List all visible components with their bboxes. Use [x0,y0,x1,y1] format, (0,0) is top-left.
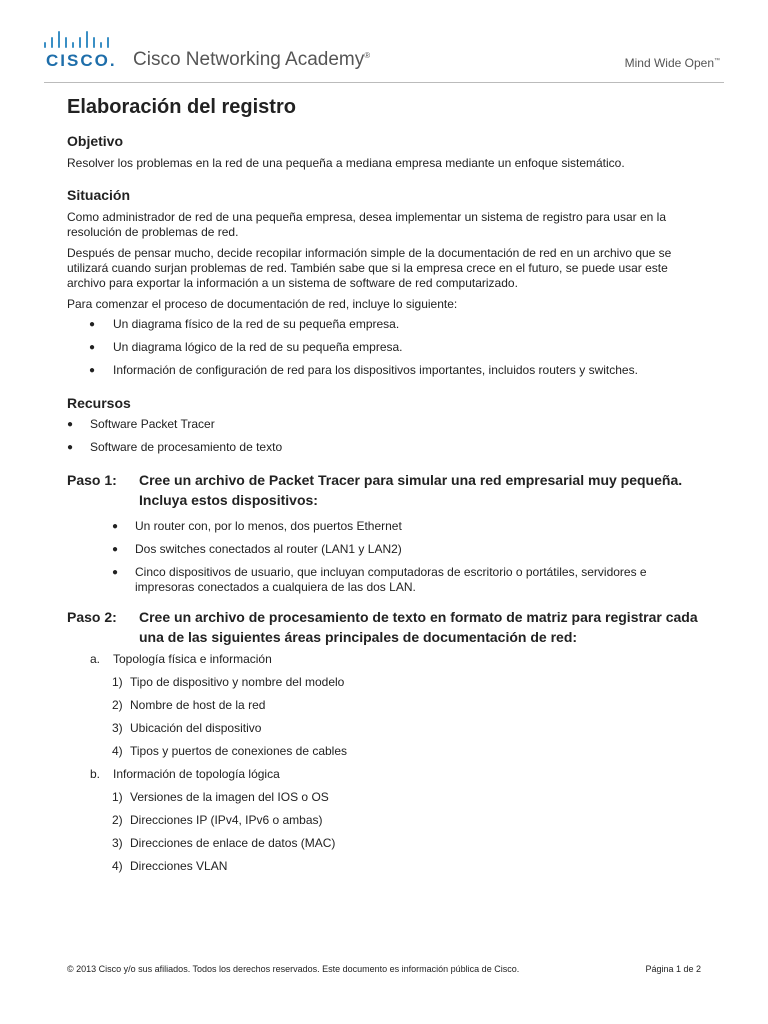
step-2-heading [67,607,707,647]
list-item: 3) Ubicación del dispositivo [112,721,262,735]
resources-list [67,417,707,455]
section-label: a. Topología física e información [90,652,272,666]
step-2-section-a [67,652,707,759]
objective-text: Resolver los problemas en la red de una pequeña a mediana empresa mediante un enfoque sistemático. [67,156,625,170]
step-number: Paso 2: [67,609,117,625]
bullet-icon: ● [89,342,96,353]
situation-paragraph: Para comenzar el proceso de documentación de red, incluye lo siguiente: [67,297,458,311]
academy-title: Cisco Networking Academy® [133,49,371,70]
list-item: ● Un router con, por lo menos, dos puertos Ethernet [112,519,402,533]
list-item: ● Cinco dispositivos de usuario, que incluyan computadoras de escritorio o portátiles, servidores e impresoras conectados a cualquiera de las dos LAN. [112,565,647,594]
list-item: ● Un diagrama lógico de la red de su pequeña empresa. [89,340,403,354]
copyright-notice: © 2013 Cisco y/o sus afiliados. Todos los derechos reservados. Este documento es información pública de Cisco. [67,964,520,974]
list-item: 1) Tipo de dispositivo y nombre del modelo [112,675,345,689]
step-1-device-list [67,519,707,595]
list-item: 4) Tipos y puertos de conexiones de cables [112,744,348,758]
step-1-heading [67,470,707,510]
objective-heading: Objetivo [67,133,124,149]
list-item: 2) Nombre de host de la red [112,698,266,712]
header-divider [44,82,724,83]
section-marker: a. [90,652,101,666]
list-item: 4) Direcciones VLAN [112,859,228,873]
resources-heading: Recursos [67,395,131,411]
cisco-bars-icon [44,30,114,48]
situation-heading: Situación [67,187,131,203]
section-marker: b. [90,767,101,781]
step-number: Paso 1: [67,472,117,488]
document-body [67,93,707,874]
step-title: Cree un archivo de procesamiento de texto en formato de matriz para registrar cada una de las siguientes áreas principales de documentación de red: [139,609,698,645]
bullet-icon: ● [89,319,96,330]
list-item: ● Dos switches conectados al router (LAN1 y LAN2) [112,542,402,556]
situation-paragraph: Como administrador de red de una pequeña empresa, desea implementar un sistema de registro para usar en la resolución de problemas de red. [67,210,667,239]
cisco-wordmark: CISCO. [46,51,117,70]
list-item: ● Información de configuración de red para los dispositivos importantes, incluidos routers y switches. [89,363,638,377]
document-title: Elaboración del registro [67,96,296,118]
bullet-icon: ● [67,419,74,430]
step-2-section-b [67,767,707,874]
bullet-icon: ● [112,544,119,555]
list-item: ● Software de procesamiento de texto [67,440,283,454]
page-header [0,0,768,82]
bullet-icon: ● [112,567,119,578]
bullet-icon: ● [112,521,119,532]
section-label: b. Información de topología lógica [90,767,280,781]
page-number: Página 1 de 2 [645,964,701,974]
situation-paragraph: Después de pensar mucho, decide recopilar información simple de la documentación de red en un archivo que se utilizará cuando surjan problemas de red. También sabe que si la empresa crece en el futuro, se puede usar este archivo para exportar la información a un sistema de software de red computarizado. [67,246,672,290]
list-item: 2) Direcciones IP (IPv4, IPv6 o ambas) [112,813,323,827]
step-title: Cree un archivo de Packet Tracer para simular una red empresarial muy pequeña. Incluya estos dispositivos: [139,472,683,508]
tagline: Mind Wide Open™ [624,56,720,70]
situation-bullet-list [67,317,707,378]
list-item: ● Software Packet Tracer [67,417,215,431]
list-item: 1) Versiones de la imagen del IOS o OS [112,790,329,804]
list-item: 3) Direcciones de enlace de datos (MAC) [112,836,336,850]
bullet-icon: ● [67,442,74,453]
list-item: ● Un diagrama físico de la red de su pequeña empresa. [89,317,400,331]
bullet-icon: ● [89,365,96,376]
